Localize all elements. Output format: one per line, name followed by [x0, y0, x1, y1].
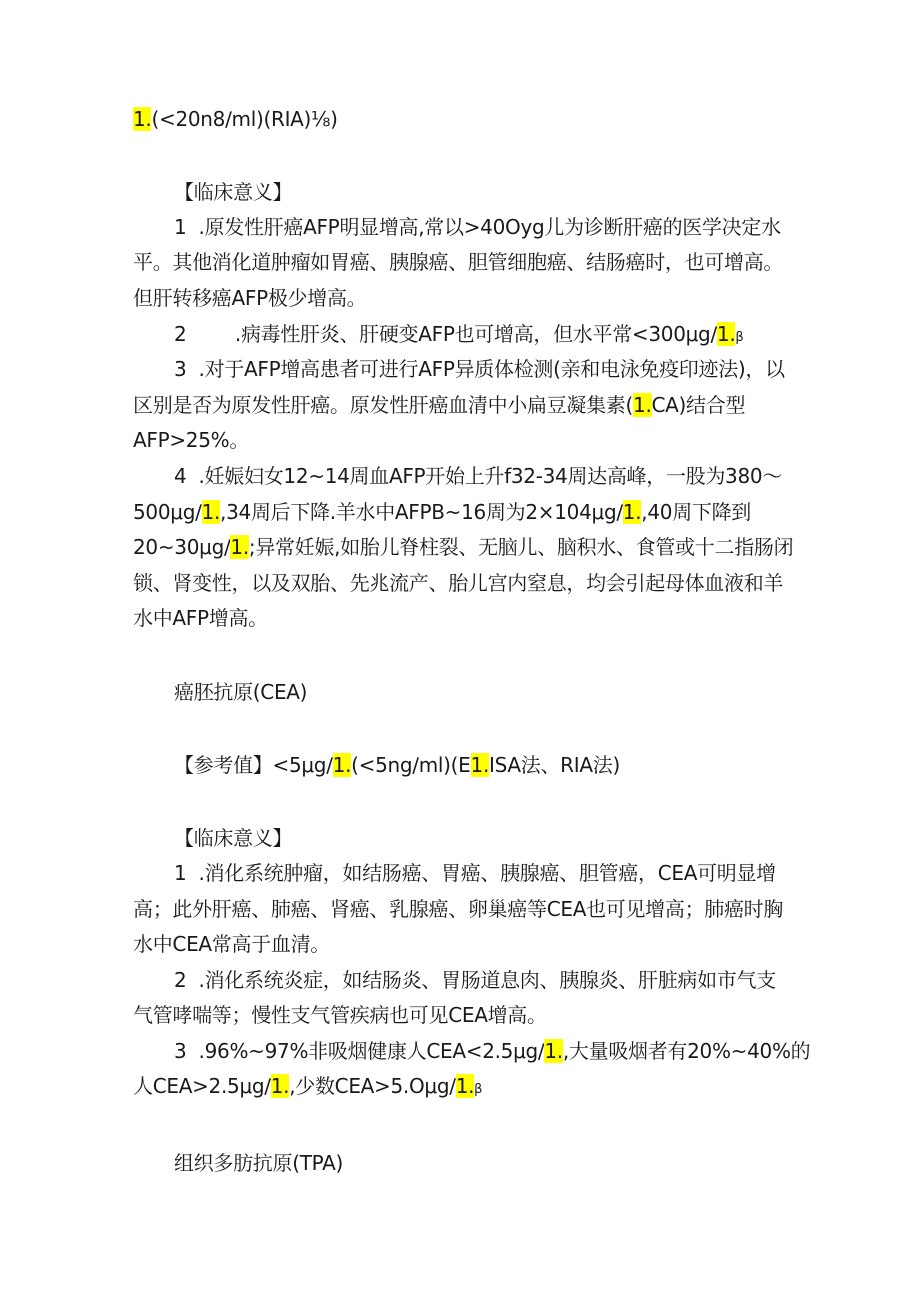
paragraph-line: 1 .原发性肝癌AFP明显增高,常以>40Oyg儿为诊断肝癌的医学决定水 — [174, 215, 781, 239]
highlight-mark: 1. — [470, 753, 490, 777]
section-heading: 【临床意义】 — [174, 826, 293, 850]
section-title: 癌胚抗原(CEA) — [174, 680, 308, 704]
paragraph-line: 水中AFP增高。 — [133, 606, 268, 630]
highlight-mark: 1. — [622, 500, 642, 524]
paragraph-line: 500μg∕1.,34周后下降.羊水中AFPB~16周为2×104μg∕1.,40周下降到 — [133, 500, 751, 524]
highlight-mark: 1. — [230, 535, 249, 559]
reference-line: 1.(<20n8∕ml)(RIA)⅛) — [133, 107, 338, 131]
highlight-mark: 1. — [201, 500, 221, 524]
highlight-mark: 1. — [133, 107, 152, 131]
highlight-mark: 1. — [633, 393, 652, 417]
paragraph-line: 1 .消化系统肿瘤，如结肠癌、胃癌、胰腺癌、胆管癌，CEA可明显增 — [174, 861, 776, 885]
paragraph-line: 20~30μg∕1.;异常妊娠,如胎儿脊柱裂、无脑儿、脑积水、食管或十二指肠闭 — [133, 535, 794, 559]
paragraph-line: 但肝转移癌AFP极少增高。 — [133, 286, 367, 310]
highlight-mark: 1. — [270, 1074, 290, 1098]
paragraph-line: 3 .96%~97%非吸烟健康人CEA<2.5μg∕1.,大量吸烟者有20%~40%的 — [174, 1039, 811, 1063]
paragraph-line: 区别是否为原发性肝癌。原发性肝癌血清中小扁豆凝集素(1.CA)结合型 — [133, 393, 746, 417]
paragraph-line: 2 .病毒性肝炎、肝硬变AFP也可增高，但水平常<300μg∕1.β — [174, 322, 744, 346]
paragraph-line: 3 .对于AFP增高患者可进行AFP异质体检测(亲和电泳免疫印迹法)，以 — [174, 357, 785, 381]
reference-line: 【参考值】<5μg∕1.(<5ng∕ml)(E1.ISA法、RIA法) — [174, 753, 620, 777]
section-heading: 【临床意义】 — [174, 180, 293, 204]
paragraph-line: 高；此外肝癌、肺癌、肾癌、乳腺癌、卵巢癌等CEA也可见增高；肺癌时胸 — [133, 897, 784, 921]
paragraph-line: 人CEA>2.5μg∕1.,少数CEA>5.Oμg∕1.β — [133, 1074, 483, 1098]
highlight-mark: 1. — [332, 753, 352, 777]
highlight-mark: 1. — [716, 322, 736, 346]
paragraph-line: 平。其他消化道肿瘤如胃癌、胰腺癌、胆管细胞癌、结肠癌时，也可增高。 — [133, 250, 784, 274]
paragraph-line: 锁、肾变性，以及双胎、先兆流产、胎儿宫内窒息，均会引起母体血液和羊 — [133, 571, 784, 595]
highlight-mark: 1. — [544, 1039, 563, 1063]
paragraph-line: 气管哮喘等；慢性支气管疾病也可见CEA增高。 — [133, 1003, 547, 1027]
paragraph-line: AFP>25%。 — [133, 428, 250, 452]
paragraph-line: 4 .妊娠妇女12~14周血AFP开始上升f32-34周达高峰，一股为380～ — [174, 464, 783, 488]
paragraph-line: 水中CEA常高于血清。 — [133, 932, 330, 956]
section-title: 组织多肪抗原(TPA) — [174, 1151, 343, 1175]
highlight-mark: 1. — [455, 1074, 475, 1098]
paragraph-line: 2 .消化系统炎症，如结肠炎、胃肠道息肉、胰腺炎、肝脏病如市气支 — [174, 968, 776, 992]
